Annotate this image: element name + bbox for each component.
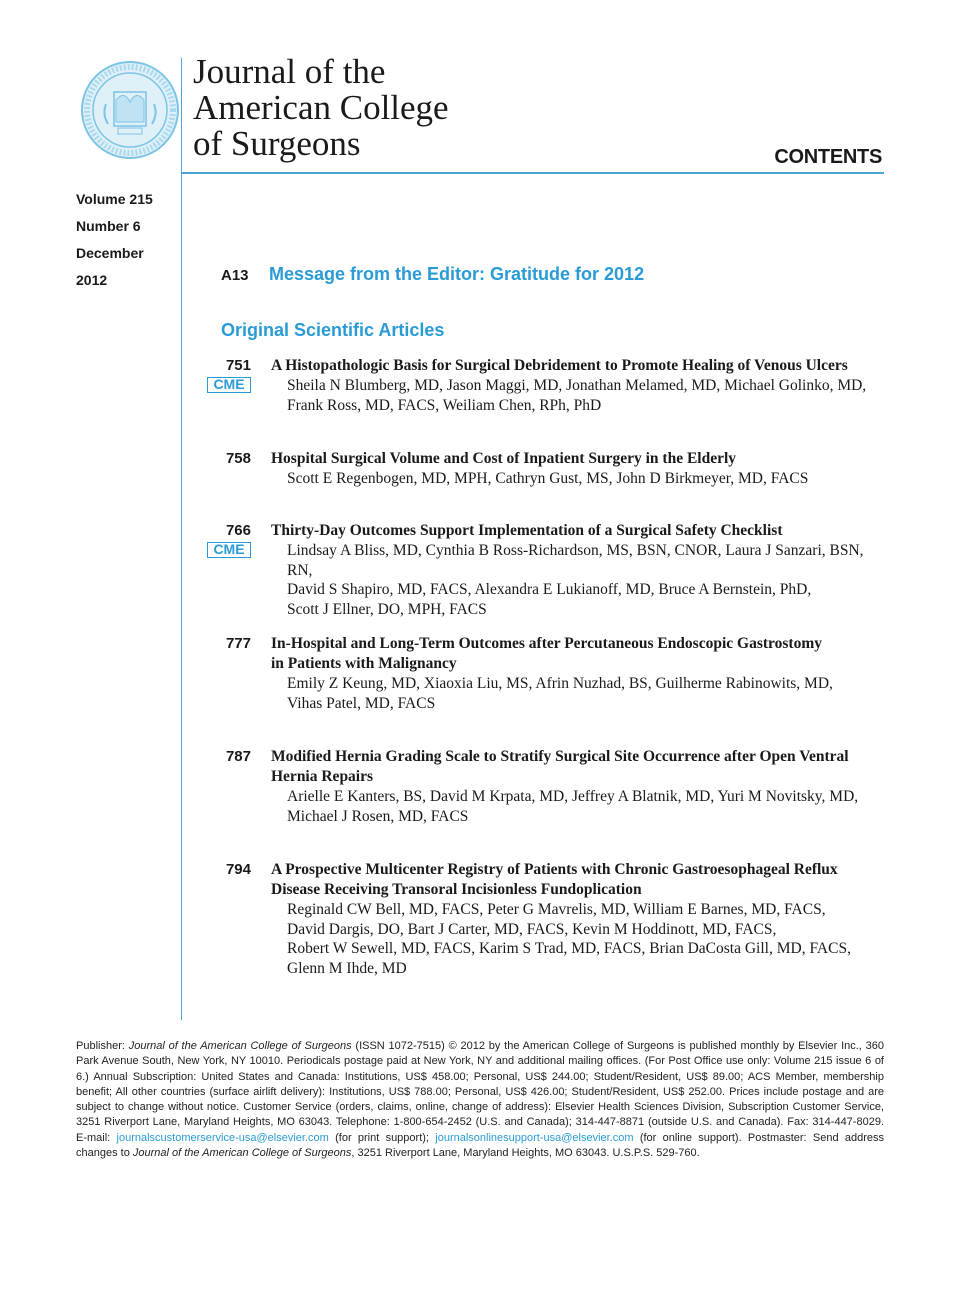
section-heading: Original Scientific Articles xyxy=(221,320,445,340)
footer-journal-name: Journal of the American College of Surgeons xyxy=(128,1040,352,1052)
article-title[interactable]: In-Hospital and Long-Term Outcomes after Percutaneous Endoscopic Gastrostomy xyxy=(271,635,822,652)
issue-month: December xyxy=(76,245,144,261)
footer-text: , 3251 Riverport Lane, Maryland Heights, MO 63043. U.S.P.S. 529-760. xyxy=(351,1147,700,1160)
article-page: 777 xyxy=(225,635,251,652)
publisher-footer xyxy=(76,1039,884,1161)
article-authors: Frank Ross, MD, FACS, Weiliam Chen, RPh, PhD xyxy=(287,396,602,414)
footer-text: Publisher: xyxy=(76,1040,129,1052)
issue-number: Number 6 xyxy=(76,218,141,234)
issue-info xyxy=(76,186,153,294)
article-page: 766 xyxy=(225,522,251,539)
footer-journal-name: Journal of the American College of Surgeons xyxy=(132,1147,352,1160)
header-divider xyxy=(182,172,884,174)
article-authors: Vihas Patel, MD, FACS xyxy=(287,694,436,712)
article-page: 751 xyxy=(225,357,251,374)
editor-message-page: A13 xyxy=(221,267,249,284)
article-authors: Scott J Ellner, DO, MPH, FACS xyxy=(287,601,487,619)
article-authors: Robert W Sewell, MD, FACS, Karim S Trad, MD, FACS, Brian DaCosta Gill, MD, FACS, xyxy=(287,940,851,958)
article-authors: Arielle E Kanters, BS, David M Krpata, MD, Jeffrey A Blatnik, MD, Yuri M Novitsky, MD, xyxy=(287,788,859,805)
article-title[interactable]: Hospital Surgical Volume and Cost of Inpatient Surgery in the Elderly xyxy=(271,450,737,467)
article-authors: Lindsay A Bliss, MD, Cynthia B Ross-Richardson, MS, BSN, CNOR, Laura J Sanzari, BSN, RN, xyxy=(287,542,864,579)
journal-title-line: Journal of the xyxy=(193,52,386,91)
article-title[interactable]: A Prospective Multicenter Registry of Patients with Chronic Gastroesophageal Reflux xyxy=(271,861,838,878)
article-title[interactable]: A Histopathologic Basis for Surgical Debridement to Promote Healing of Venous Ulcers xyxy=(271,357,848,374)
article-authors: David Dargis, DO, Bart J Carter, MD, FACS, Kevin M Hoddinott, MD, FACS, xyxy=(287,920,777,938)
article-title[interactable]: Modified Hernia Grading Scale to Stratify Surgical Site Occurrence after Open Ventral xyxy=(271,748,849,765)
footer-text: (for online support). Postmaster: Send address changes to xyxy=(76,1131,884,1160)
footer-text: (ISSN 1072-7515) © 2012 by the American College of Surgeons is published monthly by Elsevier Inc., 360 Park Avenue South, New York, NY 10010. Periodicals postage paid at New York, NY and additional mailing offices. (For Post Office use only: Volume 215 issue 6 of 6.) Annual Subscription: United States and Canada: Institutions, US$ 458.00; Personal, US$ 244.00; Student/Resident, US$ 89.00; ACS Member, membership benefit; All other countries (surface airlift delivery): Institutions, US$ 788.00; Personal, US$ 426.00; Student/Resident, US$ 252.00. Prices include postage and are subject to change without notice. Customer Service (orders, claims, online, change of address): Elsevier Health Sciences Division, Subscription Customer Service, 3251 Riverport Lane, Maryland Heights, MO 63043. Telephone: 1-800-654-2452 (U.S. and Canada); 314-447-8871 (outside U.S. and Canada). Fax: 314-447-8029. E-mail: xyxy=(76,1040,884,1144)
article-entry[interactable] xyxy=(200,860,890,979)
article-authors: Michael J Rosen, MD, FACS xyxy=(287,807,469,825)
cme-badge[interactable]: CME xyxy=(207,377,251,393)
issue-year: 2012 xyxy=(76,272,108,288)
article-title[interactable]: in Patients with Malignancy xyxy=(271,655,457,672)
contents-label: CONTENTS xyxy=(774,146,882,168)
footer-text: (for print support); xyxy=(328,1131,436,1144)
article-title[interactable]: Hernia Repairs xyxy=(271,768,374,785)
article-page: 758 xyxy=(225,450,251,467)
article-page: 787 xyxy=(225,748,251,765)
acs-seal-icon xyxy=(80,60,180,160)
print-support-email-link[interactable]: journalscustomerservice-usa@elsevier.com xyxy=(116,1131,329,1144)
article-authors: Glenn M Ihde, MD xyxy=(287,960,407,978)
article-authors: Reginald CW Bell, MD, FACS, Peter G Mavrelis, MD, William E Barnes, MD, FACS, xyxy=(287,901,826,918)
article-entry[interactable] xyxy=(200,747,890,826)
article-page: 794 xyxy=(225,861,251,878)
article-entry[interactable] xyxy=(200,521,890,620)
article-title[interactable]: Thirty-Day Outcomes Support Implementation of a Surgical Safety Checklist xyxy=(271,522,783,539)
journal-title-line: of Surgeons xyxy=(193,124,361,163)
online-support-email-link[interactable]: journalsonlinesupport-usa@elsevier.com xyxy=(435,1131,634,1144)
article-authors: Emily Z Keung, MD, Xiaoxia Liu, MS, Afrin Nuzhad, BS, Guilherme Rabinowits, MD, xyxy=(287,675,833,692)
article-authors: Sheila N Blumberg, MD, Jason Maggi, MD, Jonathan Melamed, MD, Michael Golinko, MD, xyxy=(287,377,867,394)
article-entry[interactable] xyxy=(200,634,890,713)
journal-title-line: American College xyxy=(193,88,449,127)
issue-volume: Volume 215 xyxy=(76,191,153,207)
article-title[interactable]: Disease Receiving Transoral Incisionless Fundoplication xyxy=(271,881,642,898)
vertical-divider xyxy=(181,58,182,1020)
cme-badge[interactable]: CME xyxy=(207,542,251,558)
article-authors: David S Shapiro, MD, FACS, Alexandra E Lukianoff, MD, Bruce A Bernstein, PhD, xyxy=(287,581,812,599)
journal-title xyxy=(193,54,449,162)
article-entry[interactable] xyxy=(200,449,890,489)
editor-message-title[interactable]: Message from the Editor: Gratitude for 2012 xyxy=(269,264,645,284)
article-authors: Scott E Regenbogen, MD, MPH, Cathryn Gust, MS, John D Birkmeyer, MD, FACS xyxy=(287,470,809,487)
article-entry[interactable] xyxy=(200,356,890,415)
editor-message[interactable] xyxy=(221,264,644,285)
